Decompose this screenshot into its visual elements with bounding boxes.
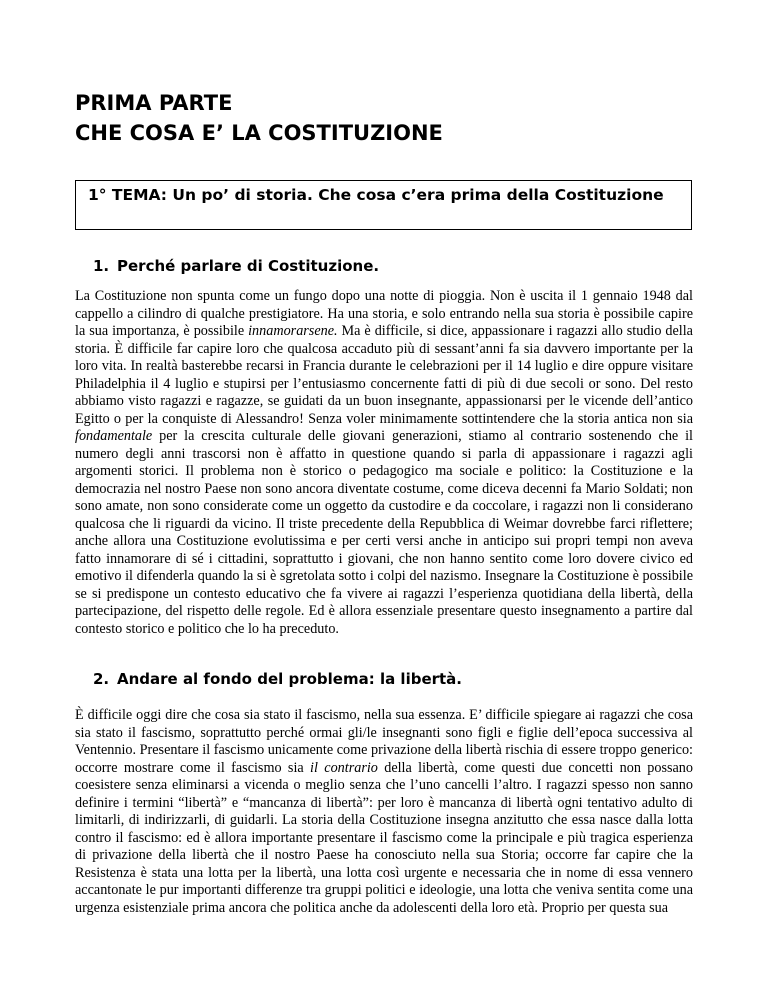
title-line-1: PRIMA PARTE <box>75 91 233 115</box>
section-2-text-part-2: della libertà, come questi due concetti non possano coesistere senza eliminarsi a vicenda o meglio senza che l’uno cancelli l’altro. I ragazzi spesso non sanno definire i termini “libertà” e “mancanza di libertà”: per loro è mancanza di libertà ogni tentativo adulto di limitarli, di indirizzarli, di guidarli. La storia della Costituzione insegna anzitutto che essa nasce dalla lotta contro il fascismo: ed è allora importante presentare il fascismo come la principale e più tragica esperienza di privazione della libertà che il nostro Paese ha conosciuto nella sua Storia; occorre far capire che la Resistenza è stata una lotta per la libertà, una lotta così urgente e necessaria che in nome di essa vennero accantonate le pur importanti differenze tra gruppi politici e ideologie, una lotta che veniva sentita come una urgenza esistenziale prima ancora che politica anche da adolescenti della loro età. Proprio per questa sua <box>75 759 693 916</box>
section-2-number: 2. <box>93 670 110 688</box>
section-1-text-part-2: Ma è difficile, si dice, appassionare i ragazzi allo studio della storia. È difficile far capire loro che qualcosa accaduto più di sessant’anni fa sia davvero importante per la loro vita. In realtà basterebbe recarsi in Francia durante le celebrazioni per il 14 luglio e dire oppure visitare Philadelphia il 4 luglio e stupirsi per l’entusiasmo concernente fatti di più di due secoli or sono. Del resto abbiamo visto ragazzi e ragazze, se guidati da un buon insegnante, appassionarsi per le vicende dell’antico Egitto o per la conquiste di Alessandro! Senza voler minimamente sottintendere che la storia antica non sia <box>75 323 693 427</box>
title-line-2: CHE COSA E’ LA COSTITUZIONE <box>75 121 443 145</box>
section-1-heading <box>93 256 713 276</box>
section-2-text-part-1: È difficile oggi dire che cosa sia stato il fascismo, nella sua essenza. E’ difficile spiegare ai ragazzi che cosa sia stato il fascismo, soprattutto perché ormai gli/le insegnanti sono figli e figlie dell’epoca successiva al Ventennio. Presentare il fascismo unicamente come privazione della libertà rischia di essere troppo generico: occorre mostrare come il fascismo sia <box>75 707 693 776</box>
section-2-title: Andare al fondo del problema: la libertà. <box>117 670 463 688</box>
section-1-emphasis-1: innamorarsene. <box>248 323 338 339</box>
section-2-heading <box>93 669 713 689</box>
section-2-paragraph <box>75 707 693 917</box>
section-1-number: 1. <box>93 257 110 275</box>
section-1-text-part-3: per la crescita culturale delle giovani generazioni, stiamo al contrario sostenendo che il numero degli anni trascorsi non è affatto in questione quando si parla di appassionare i ragazzi agli argomenti storici. Il problema non è storico o pedagogico ma sociale e politico: la Costituzione e la democrazia nel nostro Paese non sono ancora diventate costume, come diceva decenni fa Mario Soldati; non sono amate, non sono considerate come un oggetto da custodire e da coccolare, i ragazzi non li considerano qualcosa che li riguardi da vicino. Il triste precedente della Repubblica di Weimar dovrebbe farci riflettere; anche allora una Costituzione evolutissima e per certi versi anche in anticipo sui propri tempi non aveva fatto innamorare di sé i cittadini, soprattutto i giovani, che non hanno sentito come loro dovere civico ed emotivo il difenderla quando la si è sgretolata sotto i colpi del nazismo. Insegnare la Costituzione è possibile se si predispone un contesto educativo che fa vivere ai ragazzi l’esperienza quotidiana della libertà, della partecipazione, del rispetto delle regole. Ed è allora essenziale presentare questo insegnamento a partire dal contesto storico e politico che lo ha preceduto. <box>75 428 693 637</box>
document-title <box>75 88 695 148</box>
section-1-text-part-1: La Costituzione non spunta come un fungo dopo una notte di pioggia. Non è uscita il 1 gennaio 1948 dal cappello a cilindro di qualche prestigiatore. Ha una storia, e solo entrando nella sua storia è possibile capire la sua importanza, è possibile <box>75 288 693 339</box>
section-2-emphasis-1: il contrario <box>310 759 378 776</box>
section-1-paragraph <box>75 288 693 638</box>
theme-box: 1° TEMA: Un po’ di storia. Che cosa c’era prima della Costituzione <box>75 180 692 230</box>
section-1-title: Perché parlare di Costituzione. <box>117 257 380 275</box>
section-1-emphasis-2: fondamentale <box>75 428 153 444</box>
